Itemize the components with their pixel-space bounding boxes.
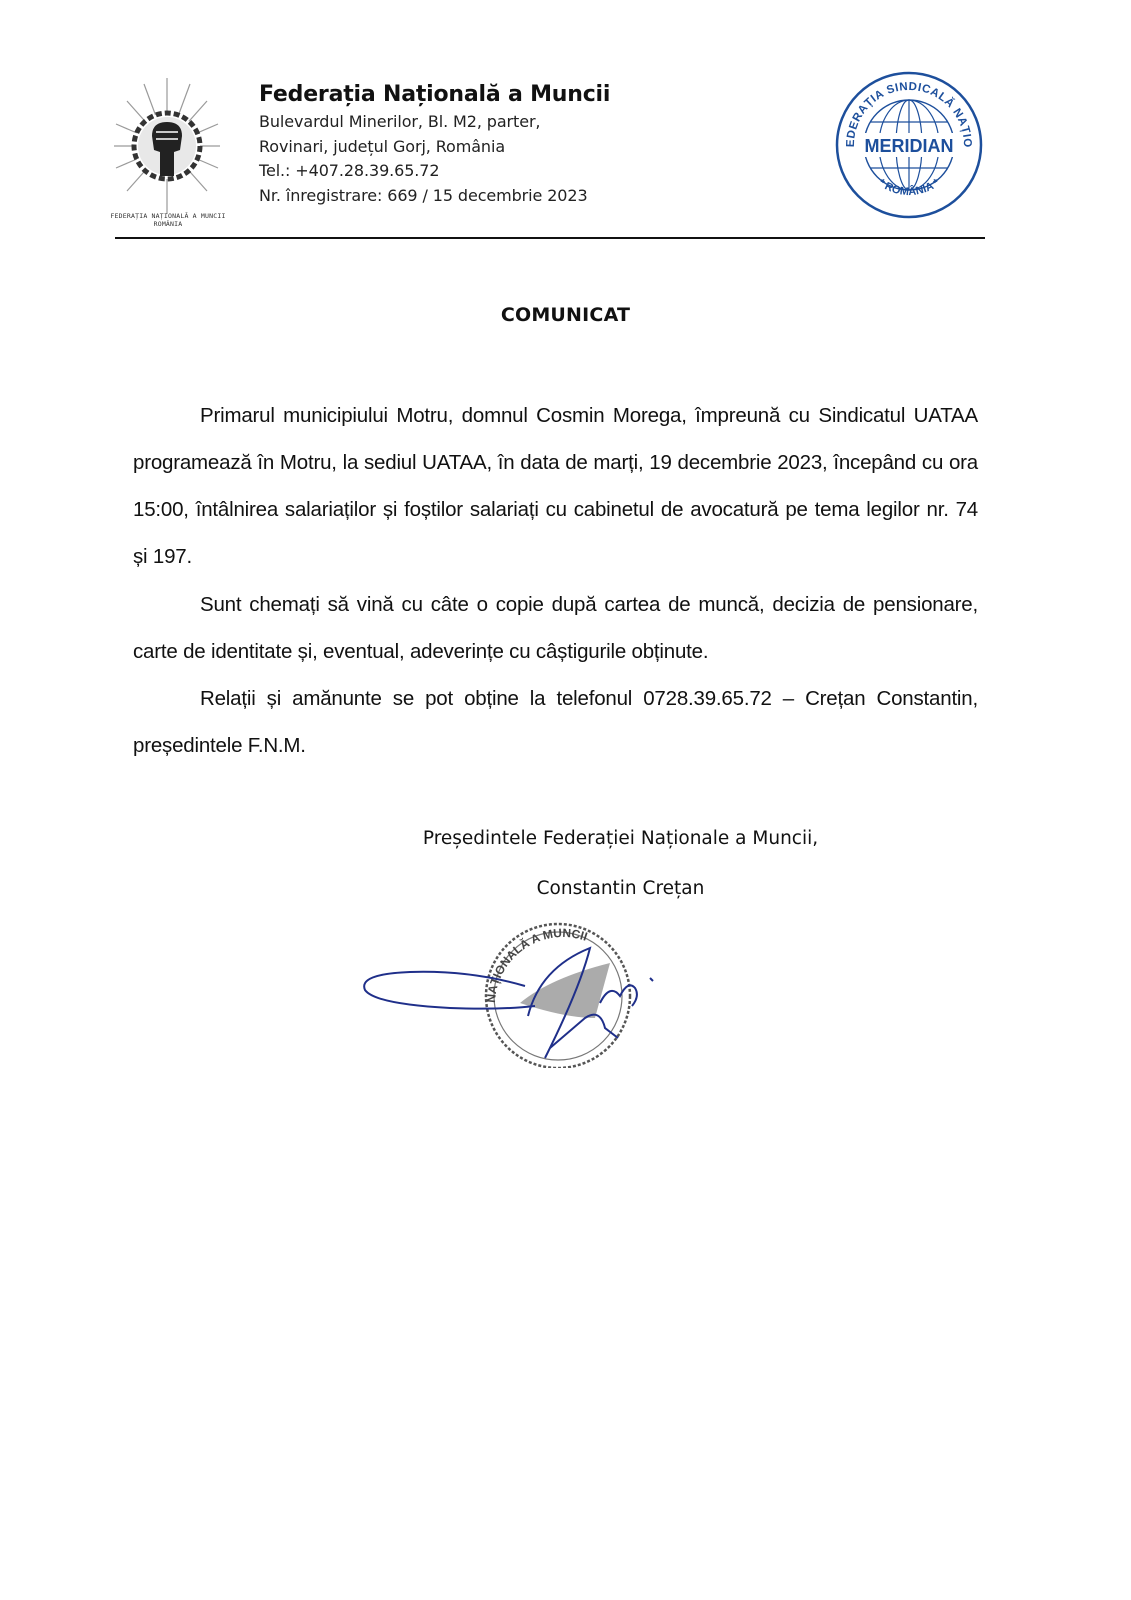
logo-caption-line2: ROMÂNIA [153, 220, 183, 228]
org-name: Federația Națională a Muncii [259, 82, 611, 107]
raised-fist-chain-emblem-icon [112, 76, 222, 216]
meridian-logo [834, 70, 984, 220]
paragraph-3: Relații și amănunte se pot obține la telefonul 0728.39.65.72 – Crețan Constantin, președintele F.N.M. [133, 687, 978, 757]
federation-logo [112, 76, 222, 226]
paragraph-2: Sunt chemați să vină cu câte o copie după cartea de muncă, decizia de pensionare, carte de identitate și, eventual, adeverințe cu câștigurile obținute. [133, 593, 978, 663]
org-info [259, 80, 610, 208]
signature-title: Președintele Federației Naționale a Muncii, [422, 828, 819, 849]
phone: Tel.: +407.28.39.65.72 [259, 161, 440, 180]
document-title: COMUNICAT [500, 304, 631, 326]
address-line1: Bulevardul Minerilor, Bl. M2, parter, [259, 112, 541, 131]
stamp-and-signature [350, 908, 730, 1068]
federation-logo-caption [106, 212, 230, 228]
address-line2: Rovinari, județul Gorj, România [259, 136, 506, 156]
paragraph-1: Primarul municipiului Motru, domnul Cosmin Morega, împreună cu Sindicatul UATAA programează în Motru, la sediul UATAA, în data de marți, 19 decembrie 2023, începând cu ora 15:00, întâlnirea salariaților și foștilor salariați cu cabinetul de avocatură pe tema legilor nr. 74 și 197. [133, 404, 978, 568]
logo-caption-line1: FEDERAȚIA NAȚIONALĂ A MUNCII [110, 212, 226, 220]
signature-name: Constantin Crețan [536, 878, 705, 899]
meridian-label: MERIDIAN [864, 136, 954, 156]
stamp-text: NAȚIONALĂ A MUNCII [483, 925, 590, 1004]
header-divider [115, 237, 985, 239]
globe-seal-icon [834, 70, 984, 220]
ring-text-top: EDERAȚIA SINDICALĂ NAȚIO [844, 80, 974, 149]
official-stamp-icon [350, 908, 730, 1068]
registration-number: Nr. înregistrare: 669 / 15 decembrie 2023 [259, 185, 588, 205]
ring-text-bottom: * ROMÂNIA * [876, 176, 942, 199]
